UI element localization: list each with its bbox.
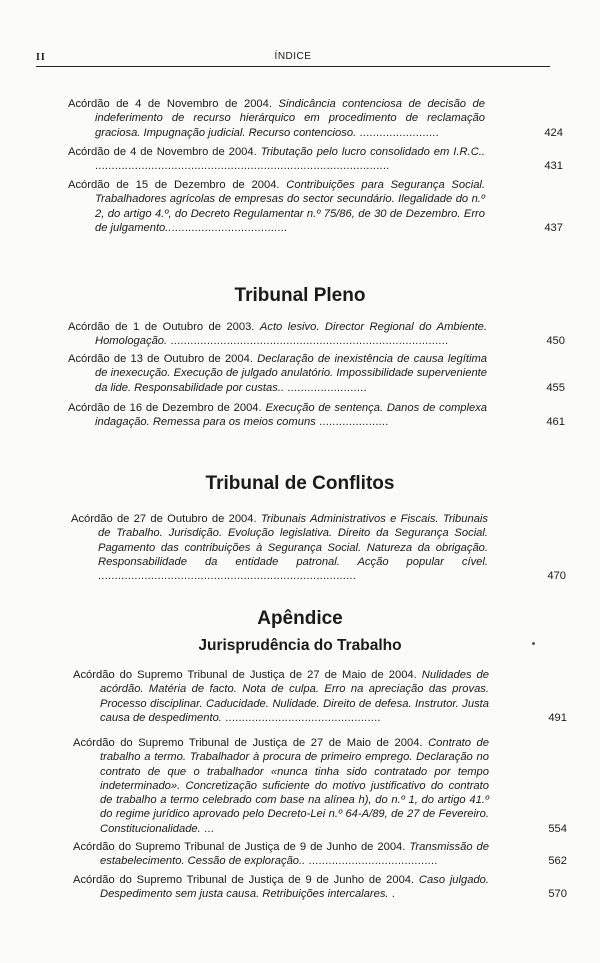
index-entry: Acórdão do Supremo Tribunal de Justiça de 27 de Maio de 2004. Nulidades de acórdão. Matéria de facto. Nota de culpa. Erro na apreciação das provas. Processo disciplinar. Caducidade. Nulidade. Direito de defesa. Instrutor. Justa causa de despedimento. ............................................... 491 [73,669,567,724]
entry-page-number: 570 [548,888,567,901]
running-header [36,48,550,67]
entry-page-number: 470 [547,570,566,583]
index-entry: Acórdão do Supremo Tribunal de Justiça de 27 de Maio de 2004. Contrato de trabalho a termo. Trabalhador à procura de primeiro emprego. Declaração no contrato de que o trabalhador «nunca tinha sido contratado por tempo indeterminado». Concretização suficiente do motivo justificativo do contrato de trabalho a termo celebrado com base na alínea h), do n.º 1, do artigo 41.º do regime jurídico aprovado pelo Decreto-Lei n.º 64-A/89, de 27 de Fevereiro. Constitucionalidade. ... 554 [73,737,567,835]
index-entry: Acórdão de 1 de Outubro de 2003. Acto lesivo. Director Regional do Ambiente. Homologação. .................................................................................... 450 [68,321,565,348]
entry-page-number: 491 [548,711,567,724]
section-subheading: Jurisprudência do Trabalho [198,637,402,654]
entry-page-number: 562 [548,855,567,868]
index-entry: Acórdão do Supremo Tribunal de Justiça de 9 de Junho de 2004. Transmissão de estabelecimento. Cessão de exploração.. ....................................... 562 [73,841,567,868]
paper-speck [532,642,535,645]
entry-page-number: 437 [544,221,563,234]
entry-page-number: 450 [546,335,565,348]
index-entry: Acórdão do Supremo Tribunal de Justiça de 9 de Junho de 2004. Caso julgado. Despedimento sem justa causa. Retribuições intercalares. . 570 [73,874,567,901]
running-title: ÍNDICE [274,51,312,62]
index-entry: Acórdão de 13 de Outubro de 2004. Declaração de inexistência de causa legítima de inexecução. Execução de julgado anulatório. Impossibilidade superveniente da lide. Responsabilidade por custas.. ........................ 455 [68,353,565,394]
index-entry: Acórdão de 4 de Novembro de 2004. Sindicância contenciosa de decisão de indeferimento de recurso hierárquico em procedimento de reclamação graciosa. Impugnação judicial. Recurso contencioso. ........................ 424 [68,98,563,139]
section-heading: Tribunal Pleno [234,285,366,306]
section-heading: Apêndice [257,608,343,629]
entry-page-number: 424 [544,126,563,139]
index-entry: Acórdão de 16 de Dezembro de 2004. Execução de sentença. Danos de complexa indagação. Remessa para os meios comuns ..................... 461 [68,402,565,429]
index-entry: Acórdão de 27 de Outubro de 2004. Tribunais Administrativos e Fiscais. Tribunais de Trabalho. Jurisdição. Evolução legislativa. Direito da Segurança Social. Pagamento das contribuições à Segurança Social. Natureza da obrigação. Responsabilidade da entidade patronal. Acção popular cível. .............................................................................. 470 [71,513,566,583]
entry-page-number: 554 [548,822,567,835]
entry-page-number: 431 [544,160,563,173]
entry-page-number: 461 [546,416,565,429]
section-heading: Tribunal de Conflitos [205,473,395,494]
index-entry: Acórdão de 4 de Novembro de 2004. Tributação pelo lucro consolidado em I.R.C.. ......................................................................................... 431 [68,146,563,173]
page-number: II [36,52,46,63]
index-entry: Acórdão de 15 de Dezembro de 2004. Contribuições para Segurança Social. Trabalhadores agrícolas de empresas do sector secundário. Ilegalidade do n.º 2, do artigo 4.º, do Decreto Regulamentar n.º 75/86, de 30 de Dezembro. Erro de julgamento..................................... 437 [68,179,563,234]
entry-page-number: 455 [546,381,565,394]
